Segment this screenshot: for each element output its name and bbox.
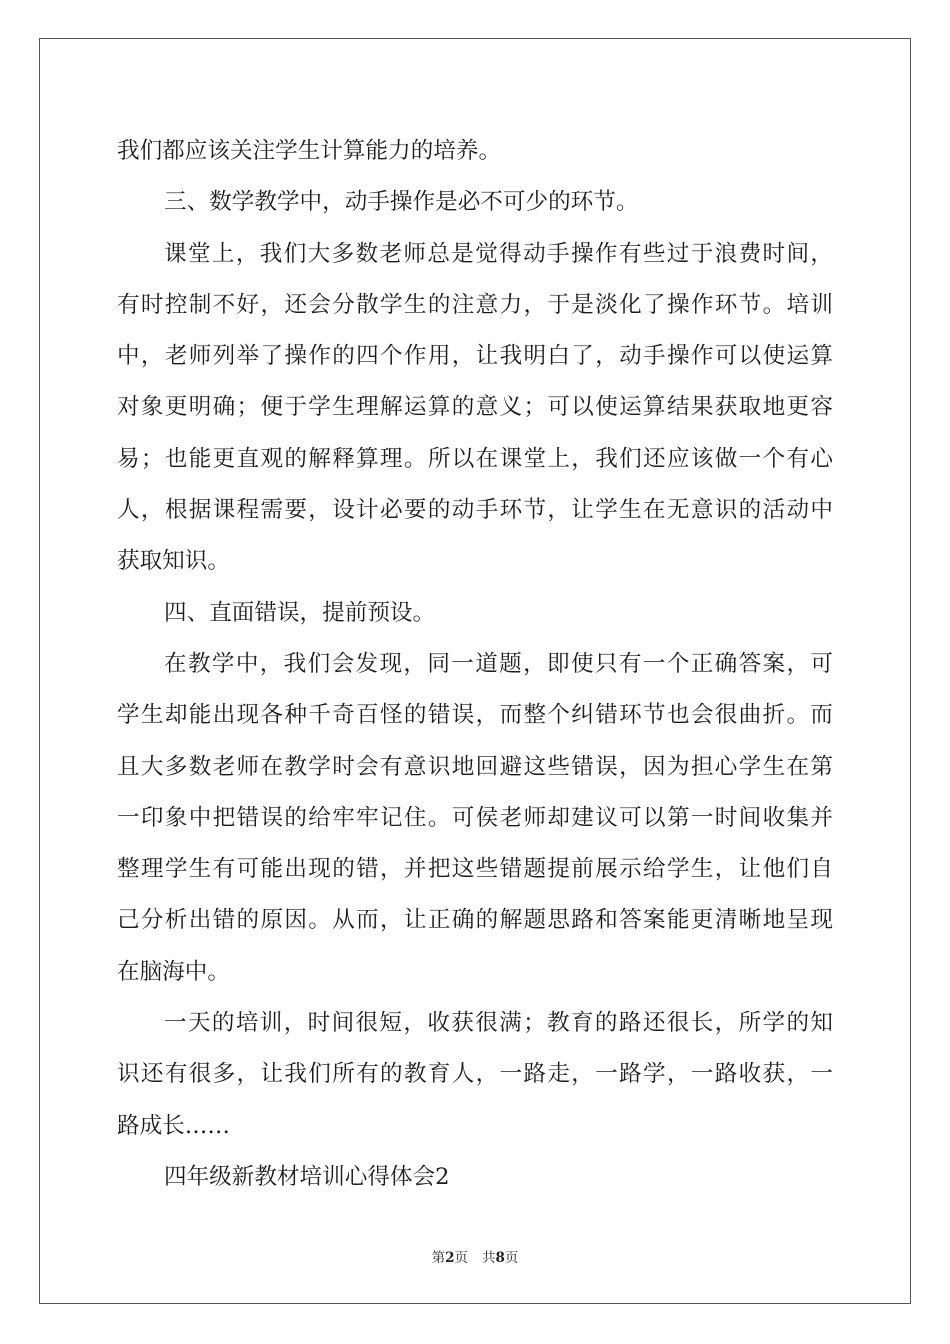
text-line: 我们都应该关注学生计算能力的培养。 bbox=[117, 138, 502, 164]
text-line: 整理学生有可能出现的错，并把这些错题提前展示给学生，让他们自 bbox=[117, 856, 833, 883]
text-line: 课堂上，我们大多数老师总是觉得动手操作有些过于浪费时间， bbox=[164, 240, 833, 267]
text-line: 在脑海中。 bbox=[117, 958, 230, 985]
total-suffix: 页 bbox=[504, 1250, 519, 1266]
text-line: 一印象中把错误的给牢牢记住。可侯老师却建议可以第一时间收集并 bbox=[117, 804, 833, 831]
page-suffix: 页 bbox=[454, 1250, 468, 1266]
text-line: 路成长…… bbox=[117, 1112, 230, 1139]
document-body bbox=[117, 126, 833, 1203]
section-heading: 四、直面错误，提前预设。 bbox=[164, 599, 436, 626]
text-line: 在教学中，我们会发现，同一道题，即使只有一个正确答案，可 bbox=[164, 650, 833, 677]
total-pages: 8 bbox=[495, 1250, 505, 1266]
page-number: 2 bbox=[445, 1250, 455, 1266]
text-line: 识还有很多，让我们所有的教育人，一路走，一路学，一路收获，一 bbox=[117, 1061, 833, 1088]
text-line: 获取知识。 bbox=[117, 548, 230, 575]
text-line: 人，根据课程需要，设计必要的动手环节，让学生在无意识的活动中 bbox=[117, 497, 833, 524]
section-heading: 三、数学教学中，动手操作是必不可少的环节。 bbox=[164, 189, 639, 216]
text-line: 己分析出错的原因。从而，让正确的解题思路和答案能更清晰地呈现 bbox=[117, 907, 833, 934]
text-line: 一天的培训，时间很短，收获很满；教育的路还很长，所学的知 bbox=[164, 1010, 833, 1037]
text-line: 易；也能更直观的解释算理。所以在课堂上，我们还应该做一个有心 bbox=[117, 445, 833, 472]
text-line: 对象更明确；便于学生理解运算的意义；可以使运算结果获取地更容 bbox=[117, 394, 833, 421]
total-prefix: 共 bbox=[482, 1250, 496, 1266]
page-prefix: 第 bbox=[431, 1250, 446, 1266]
text-line: 有时控制不好，还会分散学生的注意力，于是淡化了操作环节。培训 bbox=[117, 291, 833, 318]
page-footer bbox=[0, 1246, 950, 1266]
text-line: 学生却能出现各种千奇百怪的错误，而整个纠错环节也会很曲折。而 bbox=[117, 702, 833, 729]
text-line: 中，老师列举了操作的四个作用，让我明白了，动手操作可以使运算 bbox=[117, 343, 833, 370]
article-title: 四年级新教材培训心得体会2 bbox=[164, 1163, 450, 1190]
text-line: 且大多数老师在教学时会有意识地回避这些错误，因为担心学生在第 bbox=[117, 753, 833, 780]
